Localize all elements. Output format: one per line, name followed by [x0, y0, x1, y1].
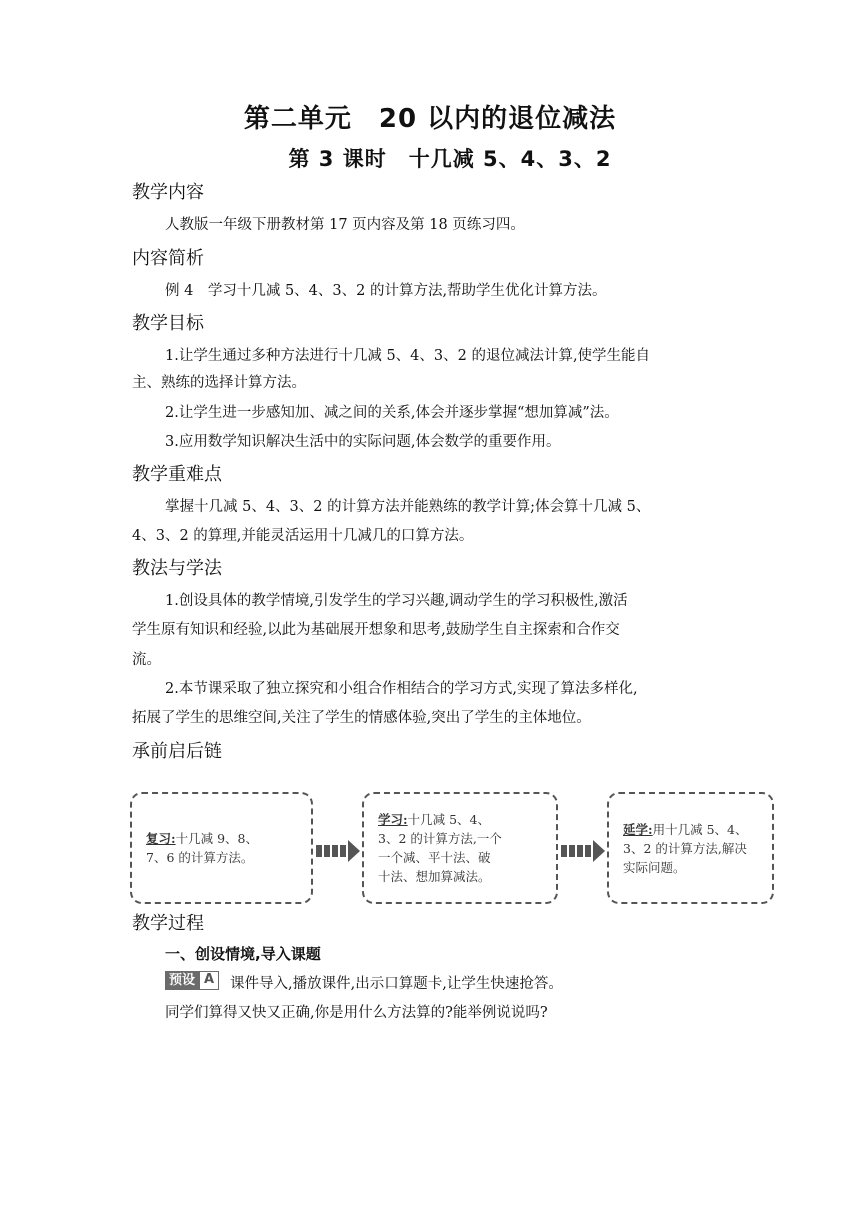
- extend-text-3: 实际问题。: [623, 859, 686, 875]
- arrow-right-icon: [561, 840, 607, 862]
- goal-2-line: 2.让学生进一步感知加、减之间的关系,体会并逐步掌握“想加算减”法。: [165, 405, 619, 421]
- section-heading-analysis: 内容简析: [132, 248, 204, 269]
- methods-2-line: 2.本节课采取了独立探究和小组合作相结合的学习方式,实现了算法多样化,: [165, 681, 638, 697]
- section-heading-content: 教学内容: [132, 182, 204, 203]
- learn-box: [362, 792, 558, 904]
- review-label: 复习:: [146, 831, 176, 846]
- preset-badge-label: 预设: [165, 971, 199, 990]
- learn-text-3: 一个减、平十法、破: [378, 850, 491, 865]
- extend-text-1: 用十几减 5、4、: [652, 821, 748, 837]
- page-title: 第二单元 20 以内的退位减法: [243, 104, 617, 134]
- keypoints-cont: 4、3、2 的算理,并能灵活运用十几减几的口算方法。: [132, 528, 474, 544]
- review-text-2: 7、6 的计算方法。: [146, 850, 254, 865]
- arrow-right-icon: [316, 840, 362, 862]
- learn-text-1: 十几减 5、4、: [407, 812, 491, 827]
- preset-text: 课件导入,播放课件,出示口算题卡,让学生快速抢答。: [230, 976, 563, 992]
- methods-1-line: 1.创设具体的教学情境,引发学生的学习兴趣,调动学生的学习积极性,激活: [165, 593, 628, 609]
- analysis-text: 例 4 学习十几减 5、4、3、2 的计算方法,帮助学生优化计算方法。: [165, 283, 607, 299]
- extend-label: 延学:: [623, 821, 653, 837]
- goal-1-cont: 主、熟练的选择计算方法。: [132, 375, 306, 391]
- lesson-subtitle: 第 3 课时 十几减 5、4、3、2: [288, 147, 612, 171]
- goal-3-line: 3.应用数学知识解决生活中的实际问题,体会数学的重要作用。: [165, 434, 561, 450]
- methods-1-cont: 学生原有知识和经验,以此为基础展开想象和思考,鼓励学生自主探索和合作交: [132, 622, 620, 638]
- section-heading-methods: 教法与学法: [132, 558, 222, 579]
- extend-text-2: 3、2 的计算方法,解决: [623, 840, 747, 856]
- extend-box: [607, 792, 774, 904]
- preset-badge-letter: A: [199, 971, 219, 990]
- learn-text-2: 3、2 的计算方法,一个: [378, 831, 502, 846]
- process-subheading: 一、创设情境,导入课题: [165, 945, 321, 963]
- section-heading-goals: 教学目标: [132, 313, 204, 334]
- section-heading-keypoints: 教学重难点: [132, 464, 222, 485]
- keypoints-line: 掌握十几减 5、4、3、2 的计算方法并能熟练的教学计算;体会算十几减 5、: [165, 499, 651, 515]
- preset-badge: [165, 971, 219, 990]
- learn-label: 学习:: [378, 812, 408, 827]
- process-question: 同学们算得又快又正确,你是用什么方法算的?能举例说说吗?: [165, 1005, 548, 1021]
- methods-2-cont: 拓展了学生的思维空间,关注了学生的情感体验,突出了学生的主体地位。: [132, 710, 591, 726]
- review-text-1: 十几减 9、8、: [175, 831, 259, 846]
- section-heading-process: 教学过程: [132, 913, 204, 934]
- content-text: 人教版一年级下册教材第 17 页内容及第 18 页练习四。: [165, 217, 525, 233]
- methods-1-cont2: 流。: [132, 652, 161, 668]
- review-box: [130, 792, 313, 904]
- learn-text-4: 十法、想加算减法。: [378, 869, 491, 884]
- goal-1-line: 1.让学生通过多种方法进行十几减 5、4、3、2 的退位减法计算,使学生能自: [165, 348, 651, 364]
- section-heading-chain: 承前启后链: [132, 741, 222, 762]
